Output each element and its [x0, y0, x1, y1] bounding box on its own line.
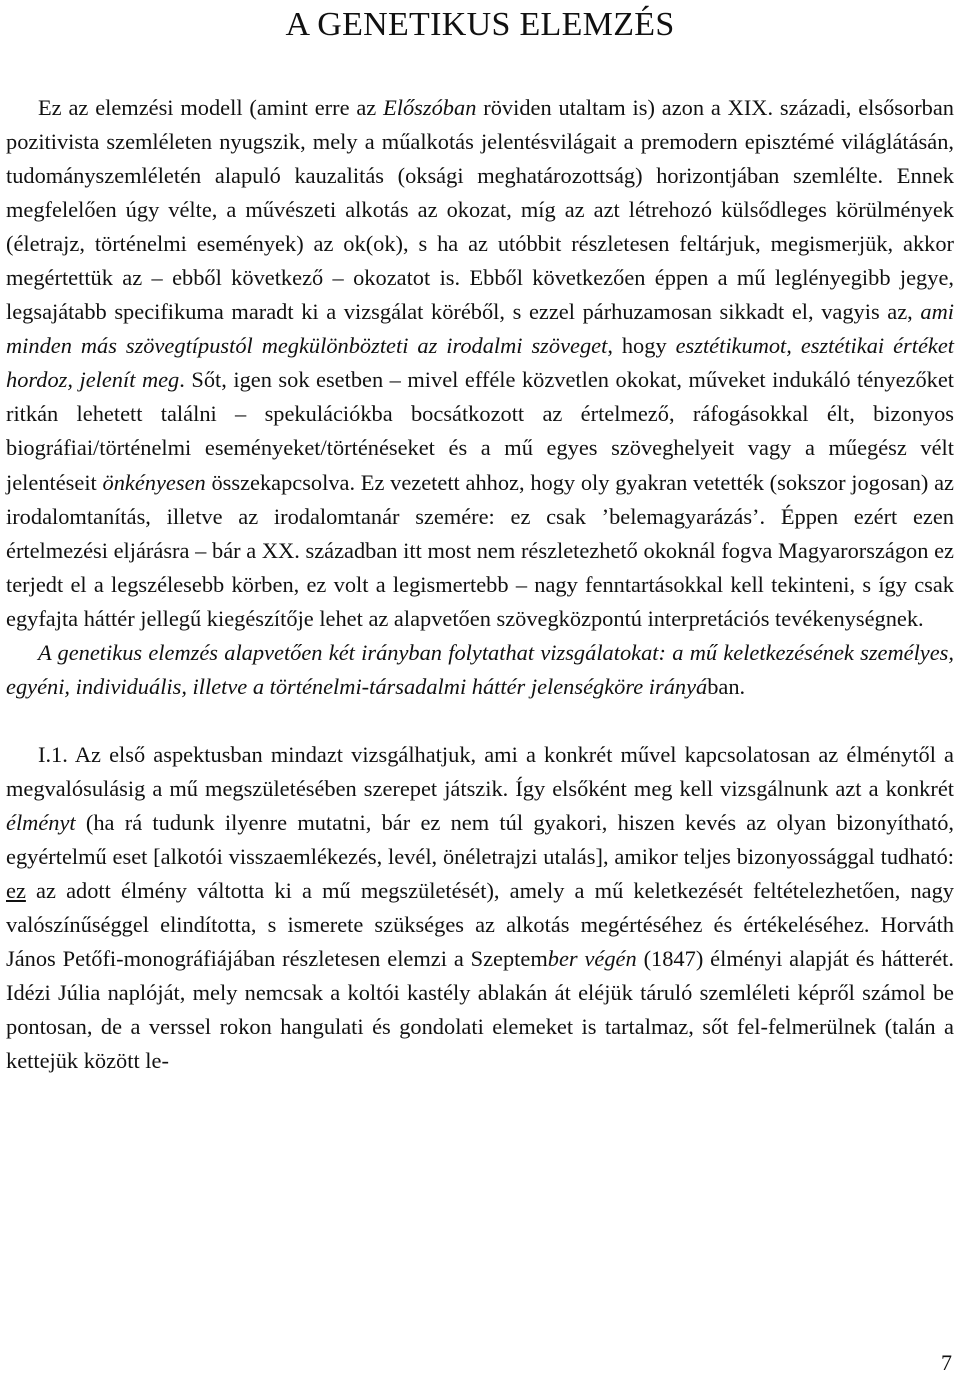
paragraph-section-1-1 — [6, 738, 954, 1078]
paragraph-intro — [6, 91, 954, 636]
text-run: Ez az elemzési modell (amint erre az — [38, 95, 384, 120]
italic-text-run: önkényesen — [102, 469, 206, 495]
paragraph-directions — [6, 636, 954, 704]
page-number: 7 — [941, 1350, 952, 1375]
italic-text-run: esztétikumot, esztétikai értéket hordoz, jelenít meg — [6, 333, 954, 393]
italic-text-run: élményt — [6, 809, 76, 835]
text-run: az adott élmény váltotta ki a mű megszületését), amely a mű keletkezését feltételezhetően, nagy valószínűséggel elindította, s ismerete szükséges az alkotás megértéséhez és értékeléséhez. Horváth János Petőfi-monográfiájában részletesen elemzi a Szeptem — [6, 878, 954, 972]
page-title: A GENETIKUS ELEMZÉS — [285, 6, 675, 43]
italic-text-run: A genetikus elemzés alapvetően két irányban folytathat vizsgálatokat: a mű keletkezésének személyes, egyéni, individuális, illetve a történelmi-társadalmi háttér jelenségköre irányá — [6, 639, 954, 699]
text-run: röviden utaltam is) azon a XIX. századi, elsősorban pozitivista szemléleten nyugszik, mely a műalkotás jelentésvilágait a premodern episztémé világlátásán, tudományszemléletén alapuló kauzalitás (oksági meghatározottság) horizontjában szemlélte. Ennek megfelelően úgy vélte, a művészeti alkotás az okozat, míg az azt létrehozó külsődleges körülmények (életrajz, történelmi események) az ok(ok), s ha az utóbbit részletesen feltárjuk, megismerjük, akkor megértettük az – ebből következő – okozatot is. Ebből következően éppen a mű leglényegibb jegye, legsajátabb specifikuma maradt ki a vizsgálat köréből, s ezzel párhuzamosan sikkadt el, vagyis az, — [6, 95, 955, 325]
text-run: Az első aspektusban mindazt vizsgálhatjuk, ami a konkrét művel kapcsolatosan az élménytől a megvalósulásig a mű megszületésében szerepet játszik. Így elsőként meg kell vizsgálnunk azt a konkrét — [6, 741, 954, 801]
text-run: összekapcsolva. Ez vezetett ahhoz, hogy oly gyakran vetették (sokszor jogosan) az irodalomtanítás, illetve az irodalomtanár szemére: ez csak ’belemagyarázás’. Éppen ezért ezen értelmezési eljárásra – bár a XX. században itt most nem részletezhető okoknál fogva Magyarországon ez terjedt el a legszélesebb körben, ez volt a legismertebb – nagy fenntartásokkal kell tekinteni, s így csak egyfajta háttér jellegű kiegészítője lehet az alapvetően szövegközpontú interpretációs tevékenységnek. — [6, 469, 954, 631]
underlined-text-run: ez — [6, 878, 26, 904]
italic-text-run: ber végén — [547, 946, 637, 972]
italic-text-run: ami minden más szövegtípustól megkülönbözteti az irodalmi szöveget — [6, 299, 954, 359]
text-run: , hogy — [607, 333, 676, 359]
italic-text-run: Előszóban — [383, 95, 477, 120]
section-number: I.1. — [38, 741, 68, 767]
text-run: . Sőt, igen sok esetben – mivel efféle közvetlen okokat, műveket indukáló tényezőket ritkán lehetett találni – spekulációkba bocsátkozott az értelmező, ráfogásokkal élt, bizonyos biográfiai/történelmi eseményeket/történéseket és a mű egyes szöveghelyeit vagy a műegész vélt jelentéseit — [6, 367, 954, 495]
text-run: ban. — [707, 673, 746, 699]
text-run: (ha rá tudunk ilyenre mutatni, bár ez nem túl gyakori, hiszen kevés az olyan bizonyítható, egyértelmű eset [alkotói visszaemlékezés, levél, önéletrajzi utalás], amikor teljes bizonyossággal tudható: — [6, 809, 954, 869]
text-run: (1847) élményi alapját és hátterét. Idézi Júlia naplóját, mely nemcsak a koltói kastély ablakán át eléjük táruló szemléleti képről számol be pontosan, de a verssel rokon hangulati és gondolati elemeket is tartalmaz, sőt fel-felmerülnek (talán a kettejük között le- — [6, 946, 955, 1074]
